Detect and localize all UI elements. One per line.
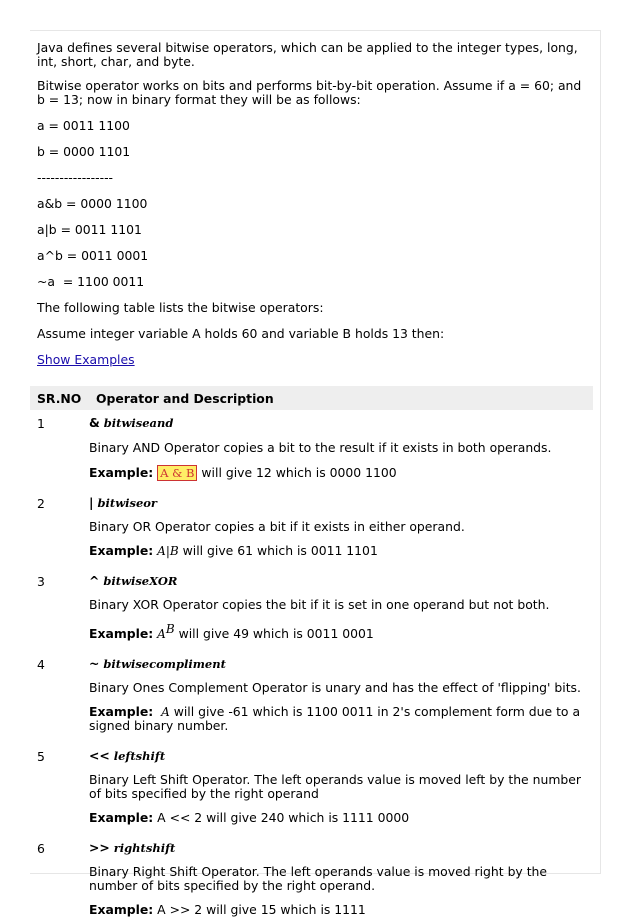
assume-text: Assume integer variable A holds 60 and variable B holds 13 then:: [37, 326, 445, 341]
row-content: [89, 651, 593, 743]
table-row: [30, 568, 593, 651]
operator-symbol: |: [89, 495, 94, 510]
binary-line-b: b = 0000 1101: [37, 144, 131, 159]
row-content: [89, 835, 593, 917]
example-math: A: [157, 627, 166, 642]
operator-description: Binary OR Operator copies a bit if it exists in either operand.: [89, 519, 465, 534]
example-label: Example:: [89, 810, 154, 826]
row-number: 4: [37, 657, 45, 673]
table-row: [30, 743, 593, 835]
operator-word: bitwiseand: [103, 416, 174, 430]
example-label: Example:: [89, 543, 154, 558]
binary-line-a: a = 0011 1100: [37, 118, 130, 133]
operator-symbol: ^: [89, 573, 100, 588]
row-number: 2: [37, 496, 45, 511]
operators-table: [30, 386, 593, 917]
binary-line-not: ~a = 1100 0011: [37, 274, 145, 289]
row-number: 3: [37, 574, 45, 589]
operator-word: bitwiseor: [97, 496, 157, 510]
binary-separator: -----------------: [37, 170, 114, 185]
operator-word: rightshift: [113, 841, 176, 856]
binary-line-or: a|b = 0011 1101: [37, 222, 142, 237]
row-number: 1: [37, 416, 45, 431]
operator-description: Binary XOR Operator copies the bit if it is set in one operand but not both.: [89, 597, 550, 612]
operator-example: [89, 622, 593, 641]
example-math-superscript: B: [165, 622, 175, 636]
operator-example: [89, 903, 593, 917]
content: [37, 41, 592, 917]
row-content: [89, 410, 593, 490]
example-math: A: [161, 705, 170, 720]
operator-symbol: ~: [89, 656, 100, 672]
row-content: [89, 743, 593, 835]
example-text: will give 12 which is 0000 1100: [197, 465, 397, 480]
operator-example: [89, 466, 593, 480]
table-row: [30, 651, 593, 743]
operator-example: [89, 811, 593, 825]
example-math: A|B: [157, 544, 179, 558]
operator-description: Binary AND Operator copies a bit to the result if it exists in both operands.: [89, 440, 552, 455]
example-text: will give 61 which is 0011 1101: [178, 543, 378, 558]
operator-symbol: >>: [89, 840, 110, 856]
operator-word: bitwisecompliment: [103, 657, 226, 672]
page: [30, 30, 601, 917]
intro-paragraph-2: Bitwise operator works on bits and performs bit-by-bit operation. Assume if a = 60; and b = 13; now in binary format they will be as follows:: [37, 78, 582, 107]
intro-paragraph-1: Java defines several bitwise operators, which can be applied to the integer types, long, int, short, char, and byte.: [37, 40, 578, 69]
table-intro: The following table lists the bitwise operators:: [37, 300, 324, 315]
binary-line-and: a&b = 0000 1100: [37, 196, 148, 211]
operator-description: Binary Ones Complement Operator is unary and has the effect of 'flipping' bits.: [89, 680, 581, 696]
row-number: 6: [37, 841, 45, 857]
example-text: will give -61 which is 1100 0011 in 2's complement form due to a signed binary number.: [89, 704, 581, 734]
example-label: Example:: [89, 902, 154, 917]
binary-line-xor: a^b = 0011 0001: [37, 248, 149, 263]
show-examples-link[interactable]: Show Examples: [37, 352, 135, 367]
header-operator: Operator and Description: [89, 386, 593, 410]
table-row: [30, 410, 593, 490]
operator-symbol: <<: [89, 748, 110, 764]
row-content: [89, 490, 593, 568]
example-text: A << 2 will give 240 which is 1111 0000: [153, 810, 410, 826]
operator-description: Binary Left Shift Operator. The left operands value is moved left by the number of bits specified by the right operand: [89, 772, 581, 802]
operator-word: bitwiseXOR: [103, 574, 178, 588]
table-row: [30, 835, 593, 917]
row-number: 5: [37, 749, 45, 765]
example-label: Example:: [89, 626, 154, 642]
operator-word: leftshift: [113, 749, 166, 764]
table-row: [30, 490, 593, 568]
example-text: A >> 2 will give 15 which is 1111: [153, 902, 366, 917]
row-content: [89, 568, 593, 651]
operator-description: Binary Right Shift Operator. The left operands value is moved right by the number of bits specified by the right operand.: [89, 864, 548, 894]
operator-example: [89, 705, 593, 733]
example-label: Example:: [89, 465, 154, 480]
operator-example: [89, 544, 593, 558]
header-srno: SR.NO: [30, 386, 89, 410]
example-text: will give 49 which is 0011 0001: [174, 626, 374, 642]
example-math-highlight: A & B: [157, 465, 197, 481]
operator-symbol: &: [89, 415, 100, 430]
table-header-row: [30, 386, 593, 410]
example-label: Example:: [89, 704, 154, 720]
